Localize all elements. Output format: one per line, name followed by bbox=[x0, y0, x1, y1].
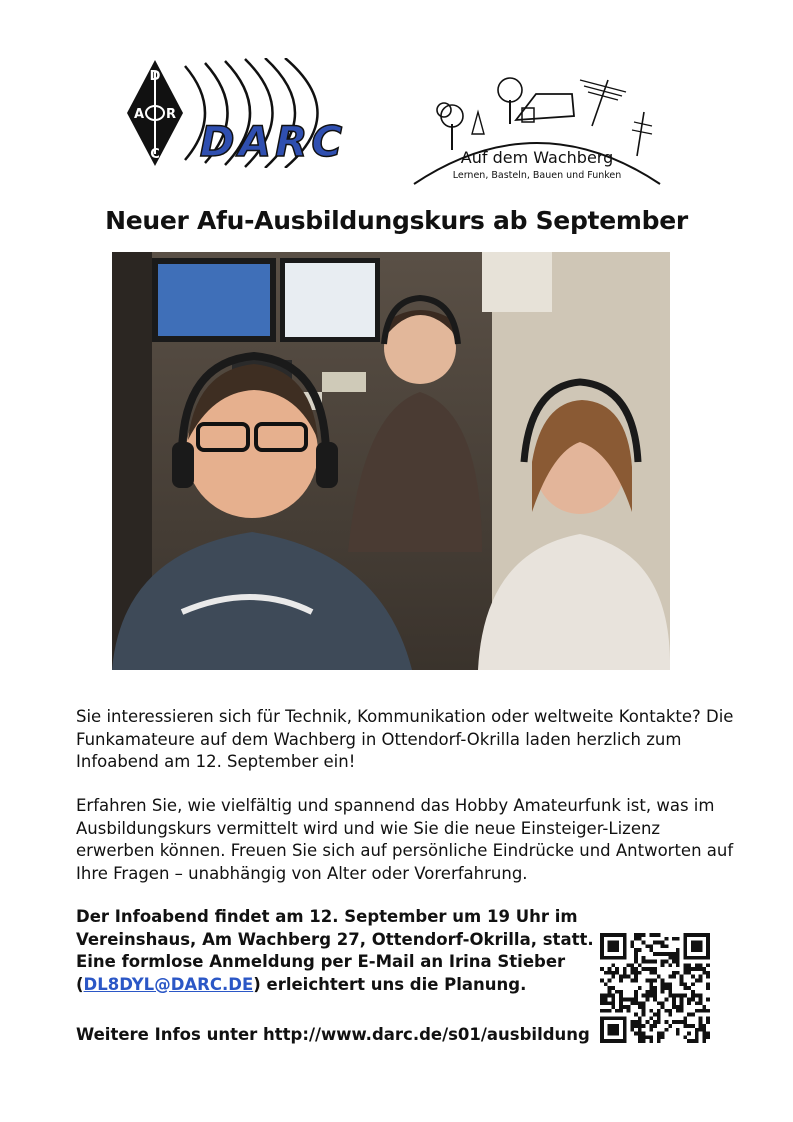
darc-letter-d: D bbox=[149, 69, 161, 84]
event-paragraph bbox=[76, 906, 596, 996]
more-info-paragraph: Weitere Infos unter http://www.darc.de/s01/ausbildung bbox=[76, 1025, 590, 1044]
intro-paragraph: Sie interessieren sich für Technik, Kommunikation oder weltweite Kontakte? Die Funkamateure auf dem Wachberg in Ottendorf-Okrilla laden herzlich zum Infoabend am 12. September ein! bbox=[76, 707, 734, 771]
darc-letter-r: R bbox=[165, 107, 177, 122]
darc-letter-c: C bbox=[150, 147, 160, 162]
wachberg-title: Auf dem Wachberg bbox=[460, 148, 614, 167]
wachberg-logo bbox=[412, 72, 662, 188]
darc-logo-text: DARC bbox=[199, 117, 347, 166]
darc-letter-a: A bbox=[133, 107, 145, 122]
wachberg-subtitle: Lernen, Basteln, Bauen und Funken bbox=[452, 170, 622, 181]
event-text-before: Der Infoabend findet am 12. September um 19 Uhr im Vereinshaus, Am Wachberg 27, Ottendorf-Okrilla, statt. Eine formlose Anmeldung per E-Mail an Irina Stieber ( bbox=[76, 907, 594, 994]
qr-code-icon[interactable] bbox=[600, 933, 710, 1043]
page-title: Neuer Afu-Ausbildungskurs ab September bbox=[105, 206, 688, 235]
team-photo bbox=[112, 252, 670, 670]
details-paragraph: Erfahren Sie, wie vielfältig und spannend das Hobby Amateurfunk ist, was im Ausbildungskurs vermittelt wird und wie Sie die neue Einsteiger-Lizenz erwerben können. Freuen Sie sich auf persönliche Eindrücke und Antworten auf Ihre Fragen – unabhängig von Alter oder Vorerfahrung. bbox=[76, 796, 734, 883]
event-text-after: ) erleichtert uns die Planung. bbox=[253, 974, 527, 994]
email-link[interactable]: DL8DYL@DARC.DE bbox=[83, 974, 254, 994]
darc-logo-icon bbox=[125, 58, 365, 168]
